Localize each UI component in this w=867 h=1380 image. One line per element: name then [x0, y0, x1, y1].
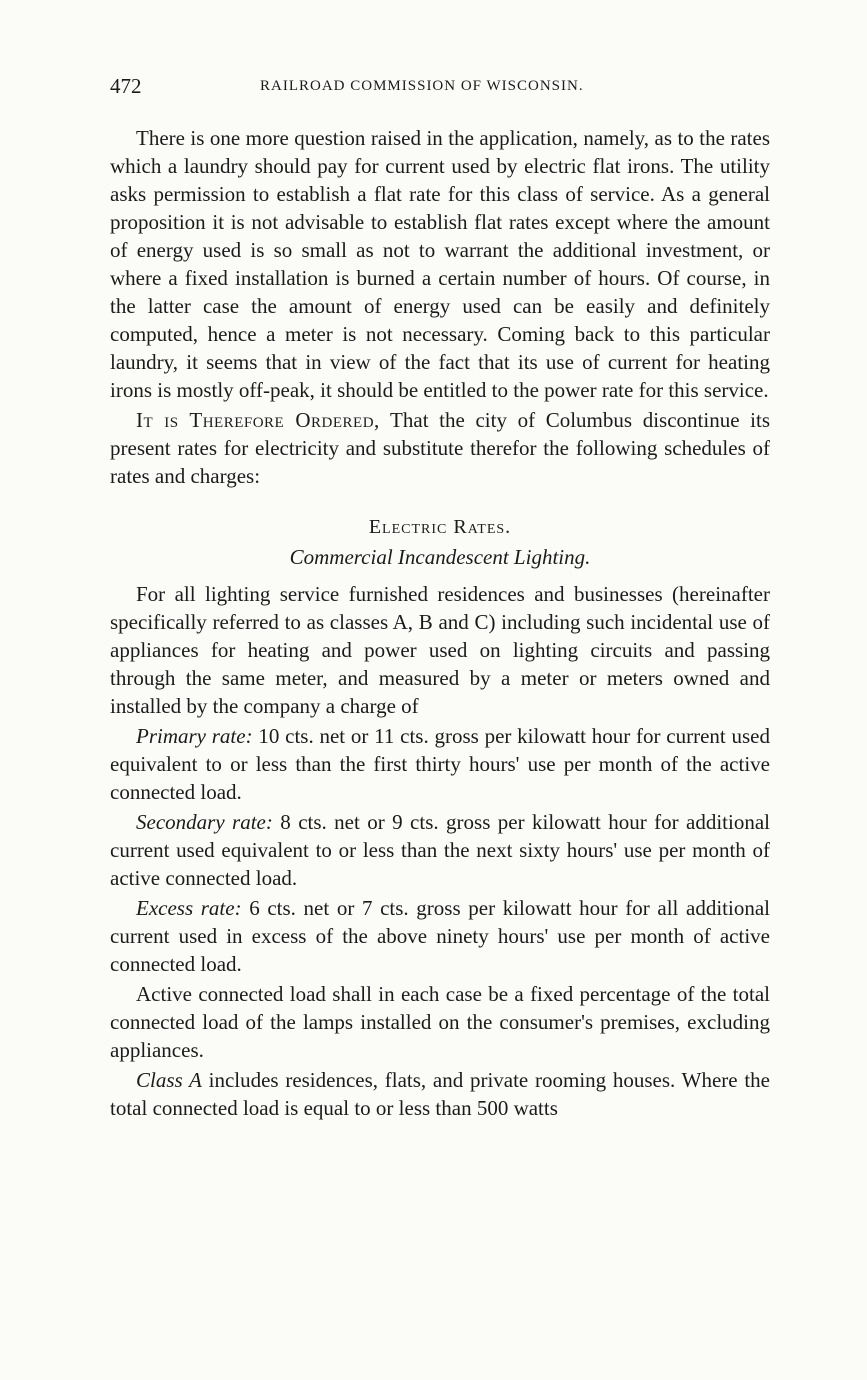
running-head: [110, 70, 770, 102]
excess-rate-label: Excess rate:: [136, 896, 242, 920]
running-title: RAILROAD COMMISSION OF WISCONSIN.: [260, 78, 584, 94]
paragraph-active-load: Active connected load shall in each case be a fixed percentage of the total connected load of the lamps installed on the consumer's premises, excluding appliances.: [110, 982, 770, 1062]
paragraph-secondary-rate: [110, 808, 770, 892]
order-lead: It is Therefore Ordered,: [136, 408, 380, 432]
section-subtitle: Commercial Incandescent Lighting.: [289, 545, 591, 569]
paragraph-laundry: There is one more question raised in the application, namely, as to the rates which a laundry should pay for current used by electric flat irons. The utility asks permission to establish a flat rate for this class of service. As a general proposition it is not advisable to establish flat rates except where the amount of energy used is so small as not to warrant the additional investment, or where a fixed installation is burned a certain number of hours. Of course, in the latter case the amount of energy used can be easily and definitely computed, hence a meter is not necessary. Coming back to this particular laundry, it seems that in view of the fact that its use of current for heating irons is mostly off-peak, it should be entitled to the power rate for this service.: [110, 126, 770, 402]
primary-rate-text: 10 cts. net or 11 cts. gross per kilowatt hour for current used equivalent to or less than the first thirty hours' use per month of the active connected load.: [110, 724, 770, 804]
paragraph-lighting-service: For all lighting service furnished residences and businesses (hereinafter specifically referred to as classes A, B and C) including such incidental use of appliances for heating and power used on lighting circuits and passing through the same meter, and measured by a meter or meters owned and installed by the company a charge of: [110, 582, 770, 718]
secondary-rate-label: Secondary rate:: [136, 810, 273, 834]
primary-rate-label: Primary rate:: [136, 724, 253, 748]
paragraph-excess-rate: [110, 894, 770, 978]
order-text: That the city of Columbus discontinue its present rates for electricity and substitute therefor the following schedules of rates and charges:: [110, 408, 770, 488]
page-number: 472: [110, 74, 142, 98]
paragraph-class-a: [110, 1066, 770, 1122]
document-page: [110, 70, 770, 1122]
paragraph-order: [110, 406, 770, 490]
section-title: Electric Rates.: [368, 516, 512, 538]
secondary-rate-text: 8 cts. net or 9 cts. gross per kilowatt hour for additional current used equivalent to or less than the next sixty hours' use per month of active connected load.: [110, 810, 770, 890]
excess-rate-text: 6 cts. net or 7 cts. gross per kilowatt hour for all additional current used in excess of the above ninety hours' use per month of active connected load.: [110, 896, 770, 976]
paragraph-primary-rate: [110, 722, 770, 806]
class-a-label: Class A: [136, 1068, 202, 1092]
class-a-text: includes residences, flats, and private rooming houses. Where the total connected load is equal to or less than 500 watts: [110, 1068, 770, 1120]
